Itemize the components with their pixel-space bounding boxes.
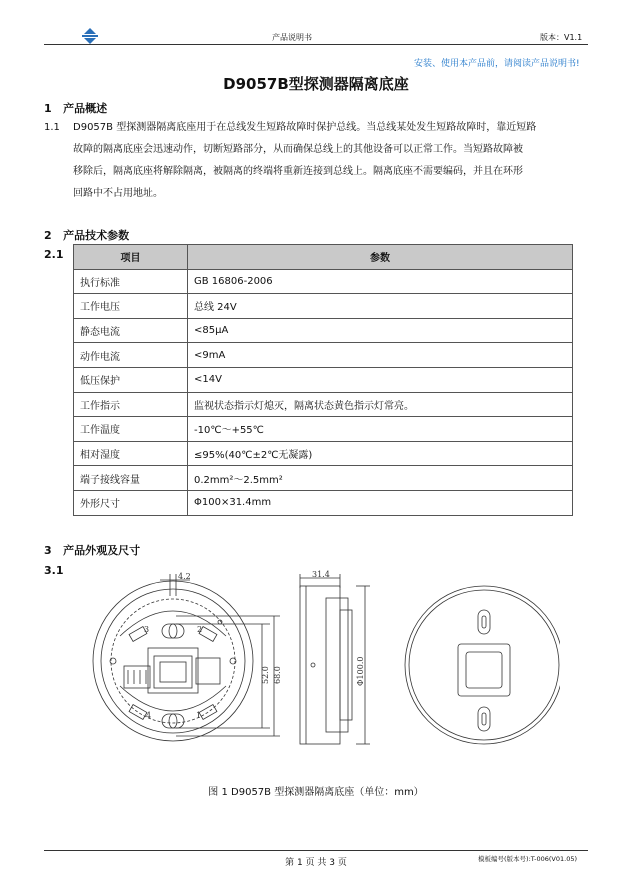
page-number: 第 1 页 共 3 页 [285, 858, 347, 868]
table-row [74, 490, 573, 515]
row-value: <14V [188, 367, 573, 392]
product-dimension-drawing [80, 566, 560, 766]
terminal-label: 1 [196, 711, 202, 720]
table-row [74, 417, 573, 442]
dim-label: Φ100.0 [356, 656, 365, 686]
logo-icon [80, 27, 100, 45]
row-label: 相对湿度 [74, 441, 188, 466]
section3-subnum: 3.1 [44, 564, 64, 577]
row-label: 外形尺寸 [74, 490, 188, 515]
dim-label: 31.4 [312, 570, 330, 579]
section1-line: 移除后，隔离底座将解除隔离，被隔离的终端将重新连接到总线上。隔离底座不需要编码，并且在环形 [73, 166, 523, 177]
page-title: D9057B型探测器隔离底座 [223, 75, 409, 93]
section2-subnum: 2.1 [44, 248, 64, 261]
row-label: 工作温度 [74, 417, 188, 442]
row-value: Φ100×31.4mm [188, 490, 573, 515]
template-code: 模板编号(版本号):T-006(V01.05) [478, 855, 578, 863]
table-header-param: 参数 [188, 245, 573, 270]
row-label: 端子接线容量 [74, 466, 188, 491]
table-row [74, 466, 573, 491]
table-row [74, 392, 573, 417]
row-label: 执行标准 [74, 269, 188, 294]
row-value: 监视状态指示灯熄灭，隔离状态黄色指示灯常亮。 [188, 392, 573, 417]
table-row [74, 343, 573, 368]
table-row [74, 441, 573, 466]
terminal-label: 3 [144, 625, 150, 634]
company-logo [80, 27, 100, 45]
version-label: 版本：V1.1 [540, 33, 583, 42]
section3-heading: 3 产品外观及尺寸 [44, 544, 141, 557]
header-divider [44, 44, 588, 45]
row-value: GB 16806-2006 [188, 269, 573, 294]
row-label: 工作电压 [74, 294, 188, 319]
spec-table [73, 244, 573, 516]
table-row [74, 318, 573, 343]
section1-subnum: 1.1 [44, 122, 60, 133]
row-label: 工作指示 [74, 392, 188, 417]
terminal-label: 2 [197, 625, 203, 634]
figure-caption: 图 1 D9057B 型探测器隔离底座（单位：mm） [208, 787, 424, 798]
table-header-row [74, 245, 573, 270]
row-value: -10℃～+55℃ [188, 417, 573, 442]
dim-label: 4.2 [178, 572, 191, 581]
row-value: <9mA [188, 343, 573, 368]
notice-text: 安装、使用本产品前，请阅读产品说明书! [414, 59, 580, 69]
footer-divider [44, 850, 588, 851]
section1-line: 故障的隔离底座会迅速动作，切断短路部分，从而确保总线上的其他设备可以正常工作。当短路故障被 [73, 144, 523, 155]
row-value: ≤95%(40℃±2℃无凝露) [188, 441, 573, 466]
row-value: 总线 24V [188, 294, 573, 319]
terminal-label: 4 [146, 711, 152, 720]
table-row [74, 367, 573, 392]
table-header-item: 项目 [74, 245, 188, 270]
row-label: 静态电流 [74, 318, 188, 343]
row-value: 0.2mm²～2.5mm² [188, 466, 573, 491]
section1-line: 回路中不占用地址。 [73, 188, 163, 199]
dim-label: 52.0 [261, 666, 270, 684]
section2-heading: 2 产品技术参数 [44, 229, 130, 242]
row-label: 动作电流 [74, 343, 188, 368]
row-value: <85μA [188, 318, 573, 343]
base-front-view [93, 574, 280, 741]
table-row [74, 294, 573, 319]
dim-label: 68.0 [273, 666, 282, 684]
base-back-view [405, 586, 560, 744]
section1-line: D9057B 型探测器隔离底座用于在总线发生短路故障时保护总线。当总线某处发生短路故障时，靠近短路 [73, 122, 537, 133]
doc-type-label: 产品说明书 [272, 33, 312, 42]
section1-heading: 1 产品概述 [44, 102, 108, 115]
row-label: 低压保护 [74, 367, 188, 392]
table-row [74, 269, 573, 294]
